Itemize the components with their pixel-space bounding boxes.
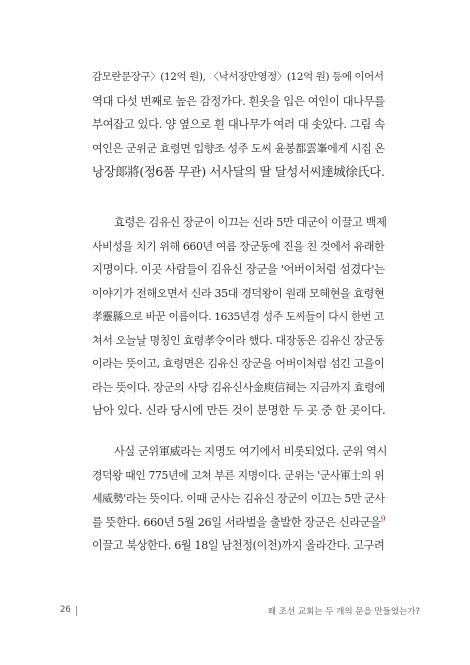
paragraph-1 <box>92 66 392 184</box>
paragraph-line: 孝靈縣으로 바꾼 이름이다. 1635년경 성주 도씨들이 다시 한번 고 <box>92 310 384 323</box>
paragraph-line: 지명이다. 이곳 사람들이 김유신 장군을 '어버이처럼 섬겼다'는 <box>92 262 385 276</box>
paragraph-line: 이라는 뜻이고, 효령면은 김유신 장군을 어버이처럼 섬긴 고을이 <box>92 357 385 370</box>
paragraph-line: 경덕왕 때인 775년에 고쳐 부른 지명이다. 군위는 '군사軍士의 위 <box>92 468 385 482</box>
running-title: 왜 조선 교회는 두 개의 문을 만들었는가? <box>267 607 420 617</box>
paragraph-line-text: 를 뜻한다. 660년 5월 26일 서라벌을 출발한 장군은 신라군을 <box>92 515 381 529</box>
paragraph-line: 남아 있다. 신라 당시에 만든 것이 분명한 두 곳 중 한 곳이다. <box>92 403 386 417</box>
paragraph-line: 역대 다섯 번째로 높은 감정가다. 흰옷을 입은 여인이 대나무를 <box>92 94 385 108</box>
paragraph-line: 이끌고 북상한다. 6월 18일 남천정(이천)까지 올라간다. 고구려 <box>92 539 385 552</box>
footnote-reference[interactable]: 9 <box>380 513 386 523</box>
paragraph-line: 효령은 김유신 장군이 이끄는 신라 5만 대군이 이끌고 백제 <box>114 216 387 229</box>
paragraph-3 <box>92 440 392 558</box>
paragraph-line: 세威勢'라는 뜻이다. 이때 군사는 김유신 장군이 이끄는 5만 군사 <box>92 492 385 505</box>
paragraph-line: 감모란문장구〉(12억 원), 〈낙서장만영정〉(12억 원) 등에 이어서 <box>92 71 384 83</box>
page-number: 26 <box>60 605 71 615</box>
paragraph-line: 사실 군위軍威라는 지명도 여기에서 비롯되었다. 군위 역시 <box>114 445 387 458</box>
paragraph-2 <box>92 211 392 423</box>
paragraph-line: 부여잡고 있다. 양 옆으로 흰 대나무가 여러 대 솟았다. 그림 속 <box>92 117 385 131</box>
paragraph-line: 라는 뜻이다. 장군의 사당 김유신사金庾信祠는 지금까지 효령에 <box>92 380 385 394</box>
page-footer <box>60 605 420 621</box>
paragraph-line: 쳐서 오늘날 명칭인 효령孝令이라 했다. 대장동은 김유신 장군동 <box>92 333 385 347</box>
paragraph-line-with-footnote <box>92 511 392 535</box>
paragraph-line: 사비성을 치기 위해 660년 여름 장군동에 진을 친 것에서 유래한 <box>92 239 385 253</box>
paragraph-line: 이야기가 전해오면서 신라 35대 경덕왕이 원래 모혜현을 효령현 <box>92 286 385 300</box>
footer-divider <box>76 606 77 616</box>
paragraph-line: 낭장郞將(정6품 무관) 서사달의 딸 달성서씨達城徐氏다. <box>92 164 385 179</box>
paragraph-line: 여인은 군위군 효령면 입향조 성주 도씨 윤봉都雲峯에게 시집 온 <box>92 141 385 155</box>
